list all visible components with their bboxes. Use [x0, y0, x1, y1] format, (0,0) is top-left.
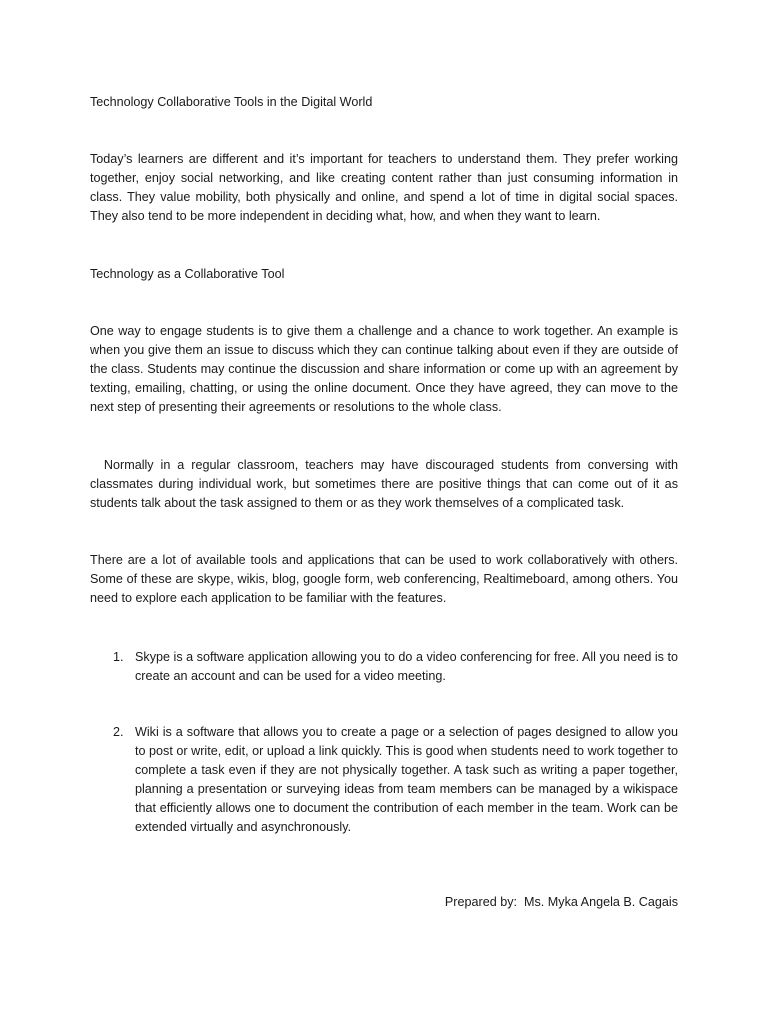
- prepared-by-signature: Prepared by: Ms. Myka Angela B. Cagais: [444, 895, 678, 909]
- paragraph-regular-classroom: Normally in a regular classroom, teachers may have discouraged students from conversing with classmates during individual work, but sometimes there are positive things that can come out of it as students talk about the task assigned to them or as they work themselves of a complicated task.: [90, 458, 682, 510]
- list-item-text: Wiki is a software that allows you to create a page or a selection of pages designed to allow you to post or write, edit, or upload a link quickly. This is good when students need to work together to complete a task even if they are not physically together. A task such as writing a paper together, planning a presentation or surveying ideas from team members can be managed by a wikispace that efficiently allows one to document the contribution of each member in the team. Work can be extended virtually and asynchronously.: [135, 725, 678, 834]
- document-page: [90, 0, 682, 1024]
- list-item-number: 2.: [113, 725, 124, 739]
- document-title: Technology Collaborative Tools in the Digital World: [90, 95, 373, 109]
- paragraph-engage-students: One way to engage students is to give them a challenge and a chance to work together. An example is when you give them an issue to discuss which they can continue talking about even if they are outside of the class. Students may continue the discussion and share information or come up with an agreement by texting, emailing, chatting, or using the online document. Once they have agreed, they can move to the next step of presenting their agreements or resolutions to the whole class.: [90, 324, 678, 414]
- list-item-text: Skype is a software application allowing you to do a video conferencing for free. All you need is to create an account and can be used for a video meeting.: [135, 650, 678, 683]
- paragraph-available-tools: There are a lot of available tools and applications that can be used to work collaboratively with others. Some of these are skype, wikis, blog, google form, web conferencing, Realtimeboard, among others. You need to explore each application to be familiar with the features.: [90, 553, 678, 605]
- section-heading: Technology as a Collaborative Tool: [90, 267, 285, 281]
- intro-paragraph: Today’s learners are different and it’s important for teachers to understand them. They prefer working together, enjoy social networking, and like creating content rather than just consuming information in class. They value mobility, both physically and online, and spend a lot of time in digital social spaces. They also tend to be more independent in deciding what, how, and when they want to learn.: [90, 152, 678, 223]
- list-item-number: 1.: [113, 650, 124, 664]
